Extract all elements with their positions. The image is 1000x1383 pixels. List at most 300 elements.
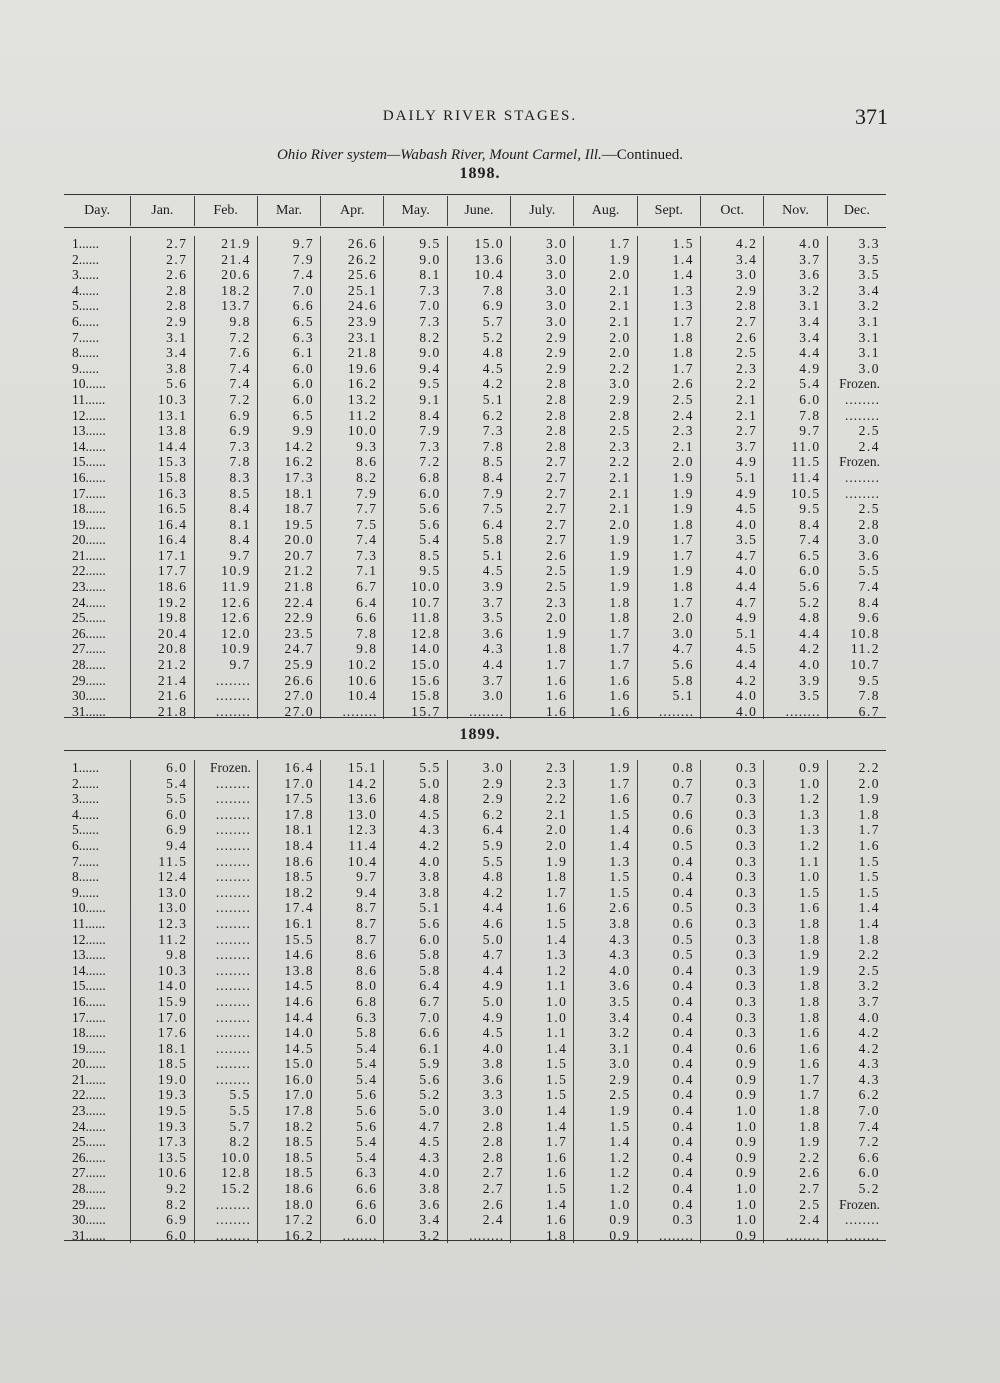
stage-cell: 6.4: [419, 978, 441, 994]
stage-cell: 5.1: [482, 547, 505, 563]
stage-cell: [828, 1228, 886, 1244]
column-header: Mar.: [257, 196, 320, 226]
stage-cell: 4.0: [858, 1009, 881, 1025]
stage-cell: 2.8: [546, 391, 568, 407]
stage-cell: 13.0: [157, 884, 188, 900]
stage-cell: 3.0: [858, 532, 881, 548]
stage-cell: [828, 408, 886, 424]
stage-cell: [828, 1212, 886, 1228]
stage-cell: 1.8: [858, 931, 881, 947]
column-header: Aug.: [573, 196, 636, 226]
stage-cell: 5.6: [356, 1087, 378, 1103]
stage-cell: [195, 1010, 257, 1026]
stage-cell: 6.4: [482, 516, 505, 532]
rule-1899-start: [64, 750, 886, 751]
stage-cell: 3.1: [609, 1040, 631, 1056]
stage-cell: 7.8: [799, 407, 821, 423]
stage-cell: 3.4: [166, 345, 188, 361]
stage-cell: 17.0: [284, 775, 315, 791]
stage-cell: 18.1: [157, 1040, 188, 1056]
day-label: 8......: [72, 869, 99, 885]
stage-cell: 6.9: [229, 423, 251, 439]
stage-cell: 1.6: [546, 703, 568, 719]
stage-cell: [195, 963, 257, 979]
stage-cell: 1.5: [546, 1181, 568, 1197]
stage-cell: 4.2: [419, 837, 441, 853]
stage-cell: 9.2: [166, 1181, 188, 1197]
stage-cell: 4.4: [482, 962, 505, 978]
stage-cell: 0.4: [672, 1056, 695, 1072]
day-label: 15......: [72, 454, 106, 470]
stage-cell: 2.3: [609, 438, 631, 454]
stage-cell: 25.9: [284, 657, 315, 673]
stage-cell: 7.4: [799, 532, 821, 548]
stage-cell: 3.8: [419, 1181, 441, 1197]
stage-cell: 22.4: [284, 594, 315, 610]
stage-cell: 5.2: [858, 1181, 881, 1197]
stage-cell: 17.8: [284, 806, 315, 822]
stage-cell: 2.2: [735, 376, 758, 392]
stage-cell: 21.8: [347, 345, 378, 361]
stage-cell: 2.5: [609, 1087, 631, 1103]
stage-cell: 12.3: [157, 915, 188, 931]
stage-cell: 6.7: [858, 703, 881, 719]
stage-cell: 4.3: [609, 931, 631, 947]
stage-cell: 1.5: [609, 806, 631, 822]
stage-cell: 13.0: [157, 900, 188, 916]
stage-cell: 2.3: [546, 594, 568, 610]
column-header-row: [64, 196, 886, 226]
stage-cell: 2.0: [609, 267, 631, 283]
stage-cell: 0.8: [672, 760, 695, 775]
stage-cell: 2.8: [166, 298, 188, 314]
stage-cell: 1.5: [546, 1056, 568, 1072]
stage-cell: 8.7: [356, 931, 378, 947]
stage-cell: 9.7: [229, 657, 251, 673]
stage-cell: 2.7: [546, 532, 568, 548]
stage-cell: 2.1: [609, 282, 631, 298]
stage-cell: 15.5: [284, 931, 315, 947]
stage-cell: 16.2: [284, 454, 315, 470]
stage-cell: 13.0: [347, 806, 378, 822]
day-label: 12......: [72, 931, 106, 947]
stage-cell: 20.7: [284, 547, 315, 563]
stage-cell: 2.3: [546, 775, 568, 791]
stage-cell: 1.2: [546, 962, 568, 978]
stage-cell: 0.4: [672, 869, 695, 885]
stage-cell: 4.8: [482, 869, 505, 885]
stage-cell: 18.5: [284, 869, 315, 885]
stage-cell: 17.3: [284, 469, 315, 485]
stage-cell: 18.6: [284, 1181, 315, 1197]
stage-cell: 0.3: [735, 884, 758, 900]
stage-cell: 3.2: [419, 1227, 441, 1243]
stage-cell: 1.6: [609, 688, 631, 704]
stage-cell: 9.4: [419, 360, 441, 376]
stage-cell: 1.8: [799, 931, 821, 947]
stage-cell: 2.8: [546, 438, 568, 454]
stage-cell: 5.6: [419, 516, 441, 532]
month-column: [383, 236, 446, 719]
stage-cell: 0.4: [672, 1149, 695, 1165]
stage-cell: 1.5: [799, 884, 821, 900]
stage-cell: 1.7: [546, 657, 568, 673]
stage-cell: 26.2: [347, 251, 378, 267]
stage-cell: 0.4: [672, 993, 695, 1009]
stage-cell: 5.1: [672, 688, 695, 704]
stage-cell: 8.2: [166, 1196, 188, 1212]
stage-cell: 4.9: [735, 610, 758, 626]
day-label: 19......: [72, 1040, 106, 1056]
stage-cell: 1.7: [799, 1071, 821, 1087]
stage-cell: 12.6: [221, 594, 251, 610]
stage-cell: 0.3: [735, 1025, 758, 1041]
stage-cell: [764, 1228, 826, 1244]
stage-cell: 1.5: [609, 1118, 631, 1134]
stage-cell: 2.0: [609, 345, 631, 361]
stage-cell: [195, 1228, 257, 1244]
stage-cell: 5.4: [356, 1071, 378, 1087]
stage-cell: 14.5: [284, 978, 315, 994]
stage-cell: 0.9: [735, 1071, 758, 1087]
stage-cell: 12.3: [347, 822, 378, 838]
stage-cell: 1.0: [735, 1196, 758, 1212]
stage-cell: 8.5: [482, 454, 505, 470]
stage-cell: 14.4: [284, 1009, 315, 1025]
month-column: [827, 236, 886, 719]
day-label: 29......: [72, 672, 106, 688]
stage-cell: 8.6: [356, 454, 378, 470]
stage-cell: 25.6: [347, 267, 378, 283]
stage-cell: 18.2: [221, 282, 251, 298]
stage-cell: 5.6: [799, 579, 821, 595]
stage-cell: 4.0: [735, 516, 758, 532]
stage-cell: 2.4: [672, 407, 695, 423]
stage-cell: 21.4: [157, 672, 188, 688]
stage-cell: 17.7: [157, 563, 188, 579]
stage-cell: 0.4: [672, 1025, 695, 1041]
stage-cell: 5.6: [419, 1071, 441, 1087]
stage-cell: 5.7: [482, 313, 505, 329]
stage-cell: 1.6: [858, 837, 881, 853]
stage-cell: 2.8: [482, 1149, 505, 1165]
year-heading-1898: 1898.: [459, 165, 501, 182]
stage-cell: 4.4: [799, 625, 821, 641]
stage-cell: 2.0: [609, 516, 631, 532]
stage-cell: 16.4: [284, 760, 315, 775]
stage-cell: 1.5: [858, 853, 881, 869]
stage-cell: 1.7: [609, 236, 631, 251]
stage-cell: 5.2: [799, 594, 821, 610]
column-header: Dec.: [827, 196, 886, 226]
stage-cell: 18.1: [284, 822, 315, 838]
stage-cell: 13.8: [157, 423, 188, 439]
stage-cell: 0.4: [672, 1134, 695, 1150]
month-column: [194, 236, 257, 719]
stage-cell: 5.8: [356, 1025, 378, 1041]
stage-cell: 3.7: [482, 672, 505, 688]
stage-cell: 11.8: [411, 610, 441, 626]
stage-cell: 7.2: [229, 391, 251, 407]
stage-cell: 8.2: [229, 1134, 251, 1150]
column-header: Oct.: [700, 196, 763, 226]
stage-cell: [195, 947, 257, 963]
stage-cell: 1.5: [546, 915, 568, 931]
day-label: 17......: [72, 485, 106, 501]
stage-cell: 5.5: [482, 853, 505, 869]
stage-cell: 2.5: [858, 501, 881, 517]
stage-cell: 3.8: [419, 869, 441, 885]
column-header: Feb.: [194, 196, 257, 226]
stage-cell: [195, 1041, 257, 1057]
stage-cell: 1.8: [672, 329, 695, 345]
stage-cell: 1.9: [609, 760, 631, 775]
stage-cell: 1.0: [735, 1118, 758, 1134]
month-column: [827, 760, 886, 1243]
stage-cell: 9.6: [858, 610, 881, 626]
stage-cell: 10.4: [347, 853, 378, 869]
stage-cell: [195, 807, 257, 823]
stage-cell: 6.6: [356, 1181, 378, 1197]
stage-cell: 3.0: [858, 360, 881, 376]
stage-cell: 15.0: [474, 236, 505, 251]
stage-cell: 21.2: [157, 657, 188, 673]
month-column: [257, 760, 320, 1243]
stage-cell: 7.8: [356, 625, 378, 641]
stage-cell: [195, 1025, 257, 1041]
month-column: [637, 760, 700, 1243]
stage-cell: 1.7: [672, 594, 695, 610]
stage-cell: 6.3: [356, 1009, 378, 1025]
month-column: [257, 236, 320, 719]
stage-cell: 1.5: [858, 869, 881, 885]
stage-cell: 0.4: [672, 962, 695, 978]
stage-cell: 5.5: [858, 563, 881, 579]
day-label: 15......: [72, 978, 106, 994]
stage-cell: 1.7: [609, 641, 631, 657]
stage-cell: 15.7: [411, 703, 441, 719]
stage-cell: 1.8: [609, 594, 631, 610]
stage-cell: 2.8: [546, 423, 568, 439]
stage-cell: 7.9: [419, 423, 441, 439]
stage-cell: 7.4: [356, 532, 378, 548]
stage-cell: 9.0: [419, 345, 441, 361]
stage-cell: 6.4: [482, 822, 505, 838]
stage-cell: 8.4: [229, 501, 251, 517]
header-rule: [64, 227, 886, 228]
stage-cell: 2.7: [482, 1181, 505, 1197]
stage-cell: 4.0: [799, 657, 821, 673]
stage-cell: 4.0: [735, 688, 758, 704]
stage-cell: 2.1: [672, 438, 695, 454]
stage-cell: 4.2: [799, 641, 821, 657]
stage-cell: 1.1: [799, 853, 821, 869]
stage-cell: 4.5: [419, 1134, 441, 1150]
stage-cell: 3.1: [799, 298, 821, 314]
stage-cell: 1.7: [858, 822, 881, 838]
stage-cell: [195, 688, 257, 704]
stage-cell: 2.9: [546, 345, 568, 361]
stage-cell: 2.5: [546, 563, 568, 579]
stage-cell: 2.9: [482, 775, 505, 791]
day-label: 25......: [72, 610, 106, 626]
stage-cell: 8.4: [419, 407, 441, 423]
stage-cell: 20.8: [157, 641, 188, 657]
stage-cell: 8.4: [482, 469, 505, 485]
stage-cell: 2.0: [546, 837, 568, 853]
stage-cell: 7.2: [858, 1134, 881, 1150]
stage-cell: 17.0: [157, 1009, 188, 1025]
stage-cell: 6.0: [356, 1212, 378, 1228]
stage-cell: 2.9: [609, 1071, 631, 1087]
stage-cell: 9.7: [229, 547, 251, 563]
day-label: 18......: [72, 501, 106, 517]
stage-cell: 6.5: [292, 313, 315, 329]
stage-cell: 3.0: [546, 251, 568, 267]
stage-cell: 3.0: [546, 282, 568, 298]
stage-cell: 3.0: [546, 236, 568, 251]
stage-cell: 3.1: [858, 329, 881, 345]
stage-cell: 0.9: [735, 1134, 758, 1150]
stage-cell: 7.3: [482, 423, 505, 439]
stage-cell: 8.0: [356, 978, 378, 994]
day-label: 23......: [72, 579, 106, 595]
day-label: 10......: [72, 376, 106, 392]
stage-cell: 1.3: [609, 853, 631, 869]
day-column: [64, 236, 130, 719]
stage-cell: 0.9: [735, 1087, 758, 1103]
stage-cell: 3.4: [419, 1212, 441, 1228]
stage-cell: 2.0: [672, 610, 695, 626]
stage-cell: 9.8: [229, 313, 251, 329]
stage-cell: 15.3: [157, 454, 188, 470]
stage-cell: 4.3: [609, 947, 631, 963]
stage-cell: 5.6: [356, 1118, 378, 1134]
stage-cell: 1.0: [735, 1181, 758, 1197]
stage-cell: 2.8: [546, 407, 568, 423]
stage-cell: 2.7: [546, 485, 568, 501]
stage-cell: 12.8: [221, 1165, 251, 1181]
stage-cell: 1.4: [546, 1196, 568, 1212]
stage-cell: 5.4: [356, 1040, 378, 1056]
stage-cell: 22.9: [284, 610, 315, 626]
day-label: 27......: [72, 1165, 106, 1181]
stage-cell: 0.9: [735, 1227, 758, 1243]
stage-cell: 2.2: [799, 1149, 821, 1165]
stage-cell: 4.0: [419, 853, 441, 869]
stage-cell: 3.5: [799, 688, 821, 704]
stage-cell: 6.6: [356, 1196, 378, 1212]
stage-table-1899: [64, 760, 886, 1243]
stage-cell: 11.2: [348, 407, 378, 423]
month-column: [510, 760, 573, 1243]
stage-cell: 1.3: [672, 282, 695, 298]
stage-cell: 4.5: [735, 641, 758, 657]
stage-cell: 3.6: [609, 978, 631, 994]
stage-cell: 3.2: [858, 298, 881, 314]
stage-cell: 2.5: [672, 391, 695, 407]
stage-cell: 2.0: [858, 775, 881, 791]
stage-cell: 10.0: [347, 423, 378, 439]
stage-cell: 1.4: [609, 822, 631, 838]
stage-cell: 16.4: [157, 516, 188, 532]
stage-cell: 14.6: [284, 947, 315, 963]
stage-cell: 10.8: [850, 625, 881, 641]
day-label: 26......: [72, 625, 106, 641]
stage-cell: 1.0: [546, 1009, 568, 1025]
stage-cell: 15.2: [221, 1181, 251, 1197]
stage-cell: 3.6: [799, 267, 821, 283]
stage-cell: 8.4: [858, 594, 881, 610]
stage-cell: 10.9: [221, 563, 251, 579]
stage-cell: [195, 838, 257, 854]
stage-cell: 0.4: [672, 884, 695, 900]
stage-cell: 1.8: [609, 610, 631, 626]
stage-cell: 1.9: [672, 469, 695, 485]
stage-cell: 6.1: [419, 1040, 441, 1056]
stage-cell: 3.0: [482, 760, 505, 775]
stage-cell: 0.3: [735, 947, 758, 963]
column-header: Jan.: [130, 196, 193, 226]
stage-cell: 19.2: [157, 594, 188, 610]
stage-cell: 4.7: [419, 1118, 441, 1134]
stage-cell: 1.6: [546, 672, 568, 688]
stage-cell: 1.9: [799, 947, 821, 963]
stage-cell: 2.7: [799, 1181, 821, 1197]
stage-cell: 1.8: [799, 915, 821, 931]
stage-cell: 6.0: [419, 931, 441, 947]
stage-cell: 1.5: [609, 869, 631, 885]
stage-cell: 8.4: [229, 532, 251, 548]
stage-cell: 19.0: [157, 1071, 188, 1087]
stage-cell: 5.4: [356, 1149, 378, 1165]
stage-cell: 0.7: [672, 791, 695, 807]
stage-cell: 6.0: [858, 1165, 881, 1181]
stage-cell: 17.8: [284, 1103, 315, 1119]
stage-cell: [195, 869, 257, 885]
stage-cell: 3.0: [609, 376, 631, 392]
stage-cell: 4.4: [799, 345, 821, 361]
stage-cell: 4.7: [735, 547, 758, 563]
stage-cell: 1.4: [858, 915, 881, 931]
stage-cell: 19.5: [284, 516, 315, 532]
stage-cell: 16.2: [347, 376, 378, 392]
stage-cell: 7.6: [229, 345, 251, 361]
stage-cell: 1.7: [672, 547, 695, 563]
stage-cell: 3.7: [799, 251, 821, 267]
stage-cell: 10.0: [221, 1149, 251, 1165]
stage-cell: 1.9: [672, 501, 695, 517]
stage-cell: 7.4: [292, 267, 315, 283]
day-label: 9......: [72, 360, 99, 376]
stage-cell: 10.3: [157, 962, 188, 978]
stage-cell: 1.6: [546, 1212, 568, 1228]
stage-cell: 21.9: [221, 236, 251, 251]
stage-cell: 0.7: [672, 775, 695, 791]
stage-cell: 5.5: [229, 1103, 251, 1119]
month-column: [573, 760, 636, 1243]
day-label: 11......: [72, 391, 106, 407]
month-column: [383, 760, 446, 1243]
stage-cell: 1.1: [546, 1025, 568, 1041]
month-column: [763, 760, 826, 1243]
stage-cell: 6.0: [166, 1227, 188, 1243]
stage-cell: 1.5: [546, 1087, 568, 1103]
stage-cell: 7.2: [419, 454, 441, 470]
stage-cell: 3.2: [609, 1025, 631, 1041]
stage-cell: 2.7: [735, 313, 758, 329]
stage-cell: 5.2: [482, 329, 505, 345]
